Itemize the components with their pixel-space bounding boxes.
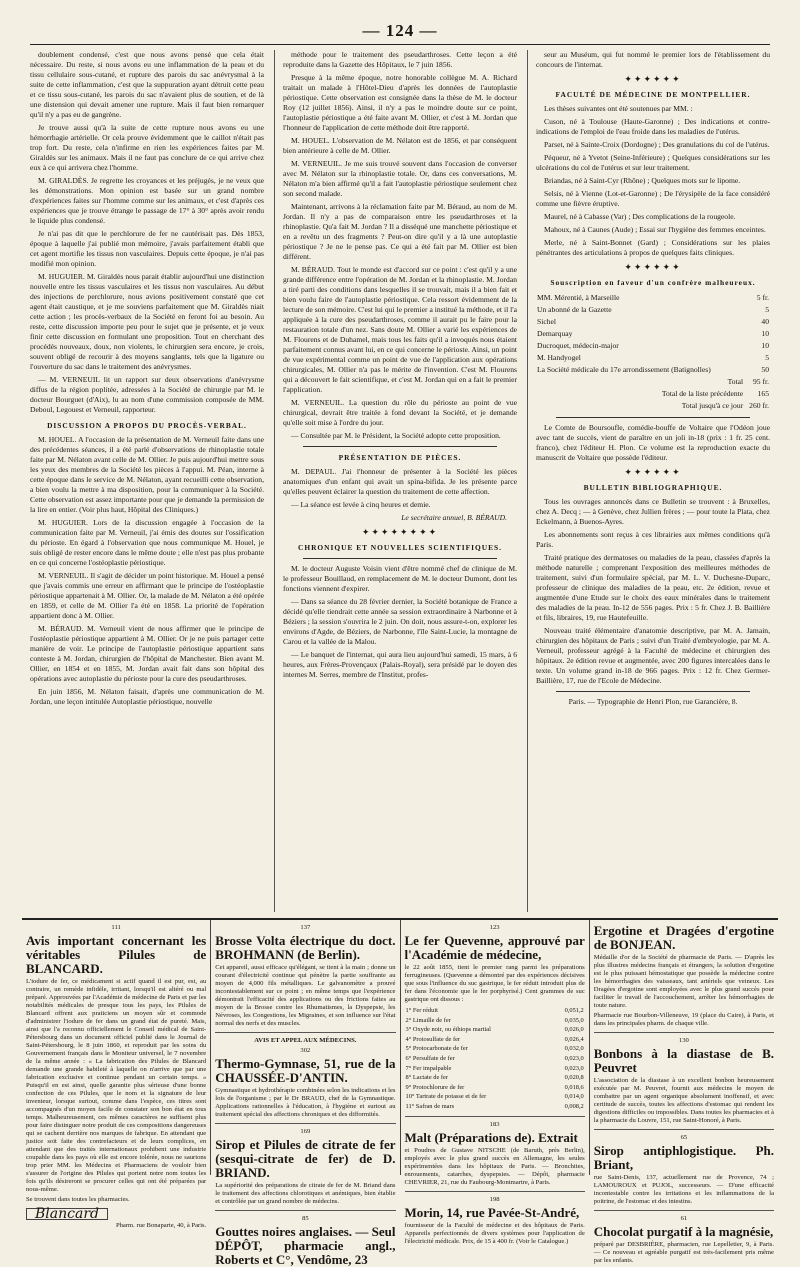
- paragraph: Tous les ouvrages annoncés dans ce Bulletin se trouvent : à Bruxelles, chez A. Decq ; — à Genève, chez Jullien frères ; — pour toute la Plata, chez Eckelmann, à Buenos-Ayres.: [536, 497, 770, 526]
- ad-title: Bonbons à la diastase de B. Peuvret: [593, 1046, 774, 1075]
- article-columns: [30, 50, 770, 912]
- ad-number: 85: [302, 1215, 309, 1222]
- table-row: 10° Tartrate de potasse et de fer 0,014,0: [405, 1093, 584, 1101]
- ad-number: 137: [300, 924, 311, 931]
- ad-number: 130: [678, 1037, 689, 1044]
- table-row: 2° Limaille de fer 0,035,0: [405, 1016, 584, 1024]
- paragraph: Les thèses suivantes ont été soutenues par MM. :: [544, 104, 693, 113]
- ad-title: Chocolat purgatif à la magnésie,: [593, 1224, 774, 1239]
- ad-number: 61: [680, 1215, 688, 1222]
- divider: [303, 558, 497, 559]
- paragraph: M. VERNEUIL. Je me suis trouvé souvent dans l'occasion de converser avec M. Nélaton sur la rhinoplastie totale. Or, dans ces conversations, M. Nélaton m'a bien affirmé qu'il a fait l'autoplastie périostique seulement chez son second malade.: [283, 159, 517, 198]
- paragraph: Je trouve aussi qu'à la suite de cette rupture nous avons eu une hémorrhagie artérielle. Or cela prouve évidemment que le caillot n'était pas trop fort. Du reste, cela n'infirme en rien les expériences faites par M. Giraldès sur les animaux. Mais il ne faut pas conclure de ce qui arrive chez eux à ce qui arrivera chez l'homme.: [30, 123, 264, 172]
- paragraph: seur au Muséum, qui fut nommé le premier lors de l'établissement du concours de l'internat.: [536, 50, 770, 69]
- secretary-signature: Le secrétaire annuel, B. BÉRAUD.: [401, 513, 507, 522]
- advertisements: [22, 918, 778, 1267]
- table-row: 8° Lactate de fer 0,020,8: [405, 1074, 584, 1082]
- paragraph: M. GIRALDÈS. Je regrette les croyances et les préjugés, je ne veux que les démonstrations. Mon opinion est basée sur un grand nombre d'expériences faites sur l'homme comme sur les animaux, et c'est d'après ces expériences que je trouve étrange le passage de 17° à 30° après avoir rendu le liquide plus condensé.: [30, 176, 264, 225]
- table-row: Total 95 fr.: [727, 377, 769, 386]
- ad-title: Morin, 14, rue Pavée-St-André,: [404, 1204, 580, 1220]
- book-listing: Nouveau traité élémentaire d'anatomie descriptive, par M. A. Jamain, chirurgien des hôpitaux de Paris ; suivi d'un Traité d'embryologie, par M. A. Verneuil, professeur agrégé à la Faculté de médecine et chirurgien des hôpitaux. 2e édition revue et augmentée, avec 200 figures intercalées dans le texte. Un volume grand in-18 de 966 pages. Prix : 12 fr. Chez Germer-Baillière, 17, rue de l'Ecole de Médecine.: [536, 626, 770, 685]
- signature: Blancard: [26, 1208, 108, 1220]
- ad-body: Gymnastique et hydrothérapie combinées selon les indications et les lois de l'organisme ; par le Dr BRAUD, chef de la Gymnastique. Applications rationnelles à l'éducation, à l'hygiène et surtout au traitement spécial des affections chroniques et des difformités.: [215, 1087, 396, 1118]
- table-row: Sichel 40: [537, 317, 769, 326]
- table-row: Demarquay 10: [537, 329, 769, 338]
- paragraph: — M. VERNEUIL lit un rapport sur deux observations d'anévrysme diffus de la région poplitée, adressées à la Société de chirurgie par M. le docteur Bourguet (d'Aix), lu au nom d'une commission composée de MM. Deboul, Legouest et Verneuil, rapporteur.: [30, 375, 264, 414]
- paragraph: M. BÉRAUD. Tout le monde est d'accord sur ce point : c'est qu'il y a une grande différence entre l'opération de M. Jordan et la rhinoplastie. M. Jordan a tiré parti des conditions dans lesquelles il se trouvait, mais il a bien fait et bien voulu faire de l'autoplastie périostique. Cela ressort évidemment de la lecture de son mémoire. C'est lui qui le premier a institué la méthode, et il l'a appliquée à la cure des pseudarthroses, comme il aurait pu le faire pour la restauration totale d'un nez. Sans doute M. Ollier a varié les expériences de M. Flourens et de Duhamel, mais tous les faits qu'il a invoqués nous étaient parfaitement connus avant lui, en ce qui concerne le périoste. Ainsi, un point de vue expérimental comme un point de vue de l'application aux opérations chirurgicales, M. Ollier n'a pas le mérite de l'invention. C'est M. Flourens qui a découvert le fait scientifique, et c'est M. Jordan qui en a fait le premier l'application.: [283, 265, 517, 394]
- ad-body: Médaille d'or de la Société de pharmacie de Paris. — D'après les plus illustres médecins français et étrangers, la solution d'ergotine est le plus puissant hémostatique que possède la médecine contre les hémorrhagies des vaisseaux, tant artériels que veineux. Les Dragées d'ergotine sont employées avec le plus grand succès pour faciliter le travail de l'accouchement, arrêter les hémorrhagies de toute nature.: [593, 954, 774, 1009]
- ad-column-3: [400, 920, 589, 1245]
- ad-title: Sirop et Pilules de citrate de fer (sesqui-citrate de fer) de D. BRIAND.: [215, 1137, 396, 1180]
- divider: [556, 691, 750, 692]
- ad-number: 302: [300, 1047, 311, 1054]
- table-row: MM. Mérentié, à Marseille 5 fr.: [537, 293, 769, 302]
- ad-address: Pharm. rue Bonaparte, 40, à Paris.: [115, 1222, 207, 1229]
- column-3: [527, 50, 770, 912]
- column-1: [30, 50, 264, 912]
- thesis-item: Cuson, né à Toulouse (Haute-Garonne) ; Des indications et contre-indications de l'emploi de l'eau froide dans les maladies de l'utérus.: [536, 117, 770, 136]
- paragraph: M. HOUEL. L'observation de M. Nélaton est de 1856, et par conséquent bien antérieure à celle de M. Ollier.: [283, 136, 517, 155]
- ornament-divider: ✦✦✦✦✦✦✦✦: [361, 527, 439, 537]
- printer-line: Paris. — Typographie de Henri Plon, rue Garancière, 8.: [568, 697, 738, 706]
- paragraph: M. VERNEUIL. La question du rôle du périoste au point de vue chirurgical, devrait être traitée à fond devant la Société, et je demande qu'elle soit mise à l'ordre du jour.: [283, 398, 517, 427]
- table-row: 6° Persulfate de fer 0,023,0: [405, 1054, 584, 1062]
- section-title: PRÉSENTATION DE PIÈCES.: [338, 453, 462, 462]
- thesis-item: Briandas, né à Saint-Cyr (Rhône) ; Quelques mots sur le lipome.: [544, 176, 741, 185]
- ad-title: Thermo-Gymnase, 51, rue de la CHAUSSÉE-D'ANTIN.: [215, 1056, 396, 1085]
- ad-body: préparé par DESBRIÈRE, pharmacien, rue Lepelletier, 9, à Paris. — Ce nouveau et agréable purgatif est très-facilement pris même par les enfants.: [593, 1241, 774, 1264]
- divider: [405, 1116, 585, 1117]
- book-listing: Traité pratique des dermatoses ou maladies de la peau, classées d'après la méthode naturelle ; comprenant l'exposition des meilleures méthodes de traitement, suivi d'un formulaire spécial, par M. L. V. Duchesne-Duparc, professeur de clinique des maladies de la peau, etc. 2e édition, revue et augmentée d'une Etude sur le choix des eaux minérales dans le traitement des maladies de la peau. In-12 de 556 pages. Prix : 5 fr. Chez J. B. Baillière et fils, libraires, 19, rue Hautefeuille.: [536, 553, 770, 622]
- ad-number: 111: [111, 924, 121, 931]
- table-row: 1° Fer réduit 0,051,2: [405, 1007, 584, 1014]
- paragraph: M. DEPAUL. J'ai l'honneur de présenter à la Société les pièces anatomiques d'un enfant qui avait un spina-bifida. Je les présente parce qu'elles peuvent éclairer la question du traitement de cette affection.: [283, 467, 517, 496]
- divider: [405, 1191, 585, 1192]
- ad-number: 123: [489, 924, 500, 931]
- divider: [215, 1210, 395, 1211]
- table-row: Total de la liste précédente 165: [661, 389, 769, 398]
- subscription-table: [536, 292, 770, 412]
- table-row: 11° Safran de mars 0,008,2: [405, 1102, 584, 1110]
- ad-address: Pharmacie rue Bourbon-Villeneuve, 19 (place du Caire), à Paris, et dans les principales pharm. de chaque ville.: [593, 1012, 774, 1027]
- ad-body: La supériorité des préparations de citrate de fer de M. Briand dans le traitement des affections chlorotiques et anémiques, bien établie et contrôlée par un grand nombre de médecins.: [215, 1182, 396, 1205]
- ad-column-4: [589, 920, 778, 1264]
- paragraph: doublement condensé, c'est que nous avons pensé que cela était nécessaire. Du reste, si nous avons eu une inflammation de la peau et du tissu cellulaire sous-cutané, et rupture des parois du sac anévrysmal à la suite de cette inflammation, c'est que la suppuration ayant détruit cette peau et ce tissu sous-cutané, les parois du sac n'avaient plus de soutien, et de là une distension qui devait amener une rupture. Mais il faut bien remarquer qu'il n'y a pas eu de gangrène.: [30, 50, 264, 119]
- paragraph: méthode pour le traitement des pseudarthroses. Cette leçon a été reproduite dans la Gazette des Hôpitaux, le 7 juin 1856.: [283, 50, 517, 69]
- thesis-item: Mahoux, né à Caunes (Aude) ; Essai sur l'hygiène des femmes enceintes.: [544, 225, 766, 234]
- paragraph: Je n'ai pas dit que le perchlorure de fer ne cautérisait pas. Dès 1853, époque à laquelle j'ai publié mon mémoire, j'avais parfaitement établi que cet agent mortifie les tissus non vasculaires. Depuis cette époque, je n'ai pas modifié mon opinion.: [30, 229, 264, 268]
- ad-title: Brosse Volta électrique du doct. BROHMANN (de Berlin).: [215, 933, 396, 962]
- paragraph: — Le banquet de l'internat, qui aura lieu aujourd'hui samedi, 15 mars, à 6 heures, aux Frères-Provençaux (Palais-Royal), sera présidé par le doyen des internes M. Serres, membre de l'Institut, profes-: [283, 650, 517, 679]
- thesis-item: Parset, né à Sainte-Croix (Dordogne) ; Des granulations du col de l'utérus.: [544, 140, 770, 149]
- paragraph: — La séance est levée à cinq heures et demie.: [291, 500, 431, 509]
- ad-title: Gouttes noires anglaises. — Seul DÉPÔT, pharmacie angl., Roberts et C°, Vendôme, 23: [215, 1224, 396, 1267]
- chronique-title: CHRONIQUE ET NOUVELLES SCIENTIFIQUES.: [297, 543, 503, 552]
- divider: [215, 1032, 395, 1033]
- thesis-item: Péqueur, né à Yvetot (Seine-Inférieure) ; Quelques considérations sur les ulcérations du col de l'utérus et sur leur traitement.: [536, 153, 770, 172]
- ad-body: et Poudres de Gustave NITSCHE (de Baruth, près Berlin), employés avec le plus grand succès en Allemagne, les seules expérimentées dans les hôpitaux de Paris. — Bronchites, enrouements, catarrhes, dyspepsies. — Dépôt, pharmacie CHEVRIER, 21, rue du Faubourg-Montmartre, à Paris.: [404, 1146, 585, 1186]
- ad-title: Le fer Quevenne, approuvé par l'Académie de médecine,: [404, 933, 585, 962]
- paragraph: M. BÉRAUD. M. Verneuil vient de nous affirmer que le principe de l'ostéoplastie périostique appartient à M. Ollier. Or je ne puis partager cette manière de voir. Le principe de l'autoplastie périostique appartient sans conteste à M. Jordan, chirurgien de l'hôpital de Manchester. Bien avant M. Ollier, en 1854 et en 1855, M. Jordan avait fait dans son hôpital des opérations avec autoplastie du périoste pour la cure des pseudarthroses.: [30, 624, 264, 683]
- divider: [594, 1032, 774, 1033]
- paragraph: Maintenant, arrivons à la réclamation faite par M. Béraud, au nom de M. Jordan. Il n'y a pas de comparaison entre les pseudarthroses et la rhinoplastie. Qu'a fait M. Jordan ? Il a disséqué une manchette périostique et en a revêtu un des fragments ? Peut-on dire qu'il y a là une autoplastie périostique ? Je ne le pense pas. Ce qui a été fait par M. Ollier est bien différent.: [283, 202, 517, 261]
- table-row: 4° Protosulfate de fer 0,026,4: [405, 1035, 584, 1043]
- table-row: Un abonné de la Gazette 5: [537, 305, 769, 314]
- divider: [215, 1123, 395, 1124]
- table-row: Ducroquet, médecin-major 10: [537, 341, 769, 350]
- paragraph: Le Comte de Boursoufle, comédie-bouffe de Voltaire que l'Odéon joue avec tant de succès, vient de paraître en un joli in-18 (prix : 1 fr. 25 cent. franco), chez l'éditeur H. Plon. Ce volume est la reproduction exacte du manuscrit de Voltaire que possède l'éditeur.: [536, 423, 770, 462]
- ad-body: L'association de la diastase à un excellent bonbon heureusement exécutée par M. Peuvret, fournit aux médecins le moyen de combattre par un agent organique absolument inoffensif, et avec certitude de succès, toutes les affections d'estomac qui rendent les digestions difficiles ou impossibles. Dans toutes les pharmacies et à la pharmacie du Louvre, 151, rue Saint-Honoré, à Paris.: [593, 1077, 774, 1124]
- ad-body: Cet appareil, aussi efficace qu'élégant, se tient à la main ; donne un courant d'électricité continue qui pénètre la partie souffrante au moyen de 4,000 fils métalliques. Le galvanomètre a prouvé incontestablement sur ce point ; en même temps que l'expérience démontrait l'efficacité des applications ou des frictions faites au moyen de la Brosse contre les Rhumatismes, la Dyspepsie, les Névroses, les Congestions, les Migraines, et son influence sur l'état normal des nerfs et des muscles.: [215, 964, 396, 1027]
- faculty-title: FACULTÉ DE MÉDECINE DE MONTPELLIER.: [555, 90, 751, 99]
- table-row: 5° Protocarbonate de fer 0,032,0: [405, 1045, 584, 1053]
- paragraph: M. HUGUIER. M. Giraldès nous parait établir aujourd'hui une distinction nouvelle entre les tissus vasculaires et les tissus non vasculaires. Au début des injections de perchlorure, nous avions positivement constaté que cet agent était caustique, et je me souviens parfaitement que M. Giraldès niait cette action ; les procès-verbaux de la Société en feront foi au besoin. Au reste, cette discussion importe peu pour le sujet que je présente, et je veux finir cette discussion en formulant une proposition. Tout en cherchant des procédés nouveaux, doux, non violents, le chirurgien sera encore, je crois, souvent obligé de recourir à des moyens sanglants, tels que la ligature ou l'ouverture du sac dans le traitement des anévrysmes.: [30, 272, 264, 371]
- subscription-title: Souscription en faveur d'un confrère malheureux.: [550, 278, 756, 287]
- divider: [556, 417, 750, 418]
- table-row: 9° Protochlorure de fer 0,018,6: [405, 1083, 584, 1091]
- ad-number: 183: [489, 1120, 500, 1128]
- divider: [303, 446, 497, 447]
- paragraph: M. HOUEL. A l'occasion de la présentation de M. Verneuil faite dans une des précédentes séances, il a été parlé d'observations de rhinoplastie totale faite par M. Nélaton avant celle de M. Ollier. Je puis aujourd'hui mettre sous les yeux des membres de la Société les pièces à l'appui. M. Péan, interne à cette époque dans le service de M. Nélaton, ayant recueilli cette observation, a bien voulu la mettre à ma disposition, pour la communiquer à la Société. Cette observation est assez importante pour que je demande la permission de la lire en entier. (Voir plus haut, Hôpital des Cliniques.): [30, 435, 264, 514]
- ad-number: 198: [489, 1195, 500, 1203]
- column-2: [274, 50, 517, 912]
- ad-closing: Se trouvent dans toutes les pharmacies.: [26, 1196, 130, 1203]
- page-number: — 124 —: [362, 21, 438, 40]
- paragraph: Presque à la même époque, notre honorable collègue M. A. Richard traitait un malade à l'Hôtel-Dieu d'après les données de l'autoplastie périostique. Cette observation est consignée dans la thèse de M. le docteur Roy (12 juillet 1856). Ainsi, il n'y a pas le moindre doute sur ce point, l'autoplastie périostique a été faite avant M. Ollier, et c'est à M. Jordan que l'honneur de l'application de cette méthode doit être rapporté.: [283, 73, 517, 132]
- paragraph: — Consultée par M. le Président, la Société adopte cette proposition.: [291, 431, 501, 440]
- paragraph: M. VERNEUIL. Il s'agit de décider un point historique. M. Houel a pensé que j'avais commis une erreur en affirmant que le principe de l'ostéoplastie périostique appartenait à M. Ollier. Or, la malade de M. Nélaton a été opérée en 1859, et celle de M. Ollier l'a été en 1858. La priorité de l'opération appartient donc à M. Ollier.: [30, 571, 264, 620]
- ad-body: rue Saint-Denis, 137, actuellement rue de Provence, 74 ; LAMOUROUX et PUJOL, successeurs. — D'une efficacité incontestable contre les irritations et les inflammations de la poitrine, de l'estomac et des intestins.: [593, 1174, 774, 1205]
- paragraph: — Dans sa séance du 28 février dernier, la Société botanique de France a décidé qu'elle tiendrait cette année sa session extraordinaire à Narbonne et à Béziers ; la session s'ouvrira le 2 juin. On doit, nous assure-t-on, explorer les environs d'Agde, de Béziers, de Narbonne, l'île Saint-Lucie, la montagne de Carou et la vallée de la Malou.: [283, 597, 517, 646]
- ad-body: fournisseur de la Faculté de médecine et des hôpitaux de Paris. Appareils perfectionnés de divers systèmes pour l'application de l'électricité médicale. Prix, de 15 à 400 fr. (Voir le Catalogue.): [404, 1221, 585, 1245]
- section-title: DISCUSSION A PROPOS DU PROCÈS-VERBAL.: [47, 421, 247, 430]
- ornament-divider: ✦✦✦✦✦✦: [624, 467, 682, 477]
- section-title: AVIS ET APPEL AUX MÉDECINS.: [254, 1037, 357, 1044]
- ad-number: 169: [300, 1128, 311, 1135]
- ornament-divider: ✦✦✦✦✦✦: [624, 262, 682, 272]
- ad-body: L'iodure de fer, ce médicament si actif quand il est pur, est, au contraire, un remède infidèle, irritant, lorsqu'il est altéré ou mal préparé. Approuvées par l'Académie de médecine de Paris et par les notabilités médicales de presque tous les pays, les Pilules de Blancard offrent aux praticiens un moyen sûr et commode d'administrer l'iodure de fer dans un grand état de pureté. Mais, ainsi que l'a reconnu officiellement le Conseil médical de Saint-Pétersbourg dans un document officiel publié dans le Journal de Saint-Pétersbourg, le 8 juin 1860, et reproduit par les soins du Gouvernement français dans le Moniteur universel, le 7 novembre de la même année : « La fabrication des Pilules de Blancard demande une grande habileté à laquelle on n'arrive que par une fabrication exclusive et continue pendant un certain temps. » Puisqu'il en est ainsi, quelle garantie plus sérieuse d'une bonne confection de ces Pilules, que le nom et la signature de leur inventeur, lorsque surtout, comme dans l'espèce, ces titres sont accompagnés d'un moyen facile de constater son bon état en tous temps. Malheureusement, ces mêmes caractères ne suffisent plus pour faire distinguer notre produit de ces compositions dangereuses qui se cachent derrière nos marques de fabrique. En attendant que justice soit faite des contrefacteurs et de leurs complices, en attendant que des traités internationaux prohibent une industrie coupable dans les pays où elle est encore tolérée, nous ne saurions trop prier MM. les Médecins et Pharmaciens de vouloir bien s'assurer de l'origine des Pilules qui portent notre nom toutes les fois qu'ils désireront se procurer celles qui ont été préparées par nous-même.: [26, 978, 207, 1193]
- divider: [594, 1129, 774, 1130]
- table-row: M. Handyogel 5: [537, 353, 769, 362]
- thesis-item: Maurel, né à Cabasse (Var) ; Des complications de la rougeole.: [544, 212, 736, 221]
- ad-title: Ergotine et Dragées d'ergotine de BONJEAN.: [593, 923, 774, 952]
- iron-table: [405, 1006, 585, 1112]
- page-header: [30, 18, 770, 45]
- ad-body: le 22 août 1855, tient le premier rang parmi les préparations ferrugineuses. (Quevenne a démontré par des expériences décisives que sous l'influence du suc gastrique, le fer réduit introduit plus de fer dans l'économie que le fer porphyrisé.) Cent grammes de suc gastrique ont dissous :: [404, 964, 585, 1003]
- ornament-divider: ✦✦✦✦✦✦: [624, 74, 682, 84]
- table-row: 7° Fer impalpable 0,023,0: [405, 1064, 584, 1072]
- ad-title: Avis important concernant les véritables Pilules de BLANCARD.: [26, 933, 207, 976]
- paragraph: Les abonnements sont reçus à ces librairies aux mêmes conditions qu'à Paris.: [536, 530, 770, 549]
- bulletin-title: BULLETIN BIBLIOGRAPHIQUE.: [583, 483, 723, 492]
- paragraph: M. le docteur Auguste Voisin vient d'être nommé chef de clinique de M. le professeur Bouillaud, en remplacement de M. le docteur Dumont, dont les fonctions viennent d'expirer.: [283, 564, 517, 593]
- ad-title: Sirop antiphlogistique. Ph. Briant,: [593, 1143, 774, 1172]
- paragraph: M. HUGUIER. Lors de la discussion engagée à l'occasion de la communication faite par M. Verneuil, j'ai émis des doutes sur l'ossification du périoste. En égard à l'observation que nous communique M. Houel, je suis obligé de rester encore dans le même doute ; elle n'est pas plus probante en ce qui concerne l'ostéoplastie périostique.: [30, 518, 264, 567]
- thesis-item: Selsis, né à Vienne (Lot-et-Garonne) ; De l'érysipèle de la face considéré comme une fièvre éruptive.: [536, 189, 770, 208]
- table-row: 3° Oxyde noir, ou éthiops martial 0,026,0: [405, 1026, 584, 1034]
- table-row: La Société médicale du 17e arrondissement (Batignolles) 50: [537, 365, 769, 374]
- ad-title: Malt (Préparations de). Extrait: [404, 1129, 578, 1145]
- paragraph: En juin 1856, M. Nélaton faisait, d'après une communication de M. Jordan, une leçon intitulée Autoplastie périostique, nouvelle: [30, 687, 264, 706]
- ad-column-1: [22, 920, 210, 1229]
- ad-number: 65: [680, 1134, 688, 1141]
- table-row: Total jusqu'à ce jour 260 fr.: [681, 401, 769, 410]
- ad-column-2: [210, 920, 399, 1267]
- thesis-item: Merle, né à Saint-Bonnet (Gard) ; Considérations sur les plaies pénétrantes des articulations à propos de quelques faits cliniques.: [536, 238, 770, 257]
- divider: [594, 1210, 774, 1211]
